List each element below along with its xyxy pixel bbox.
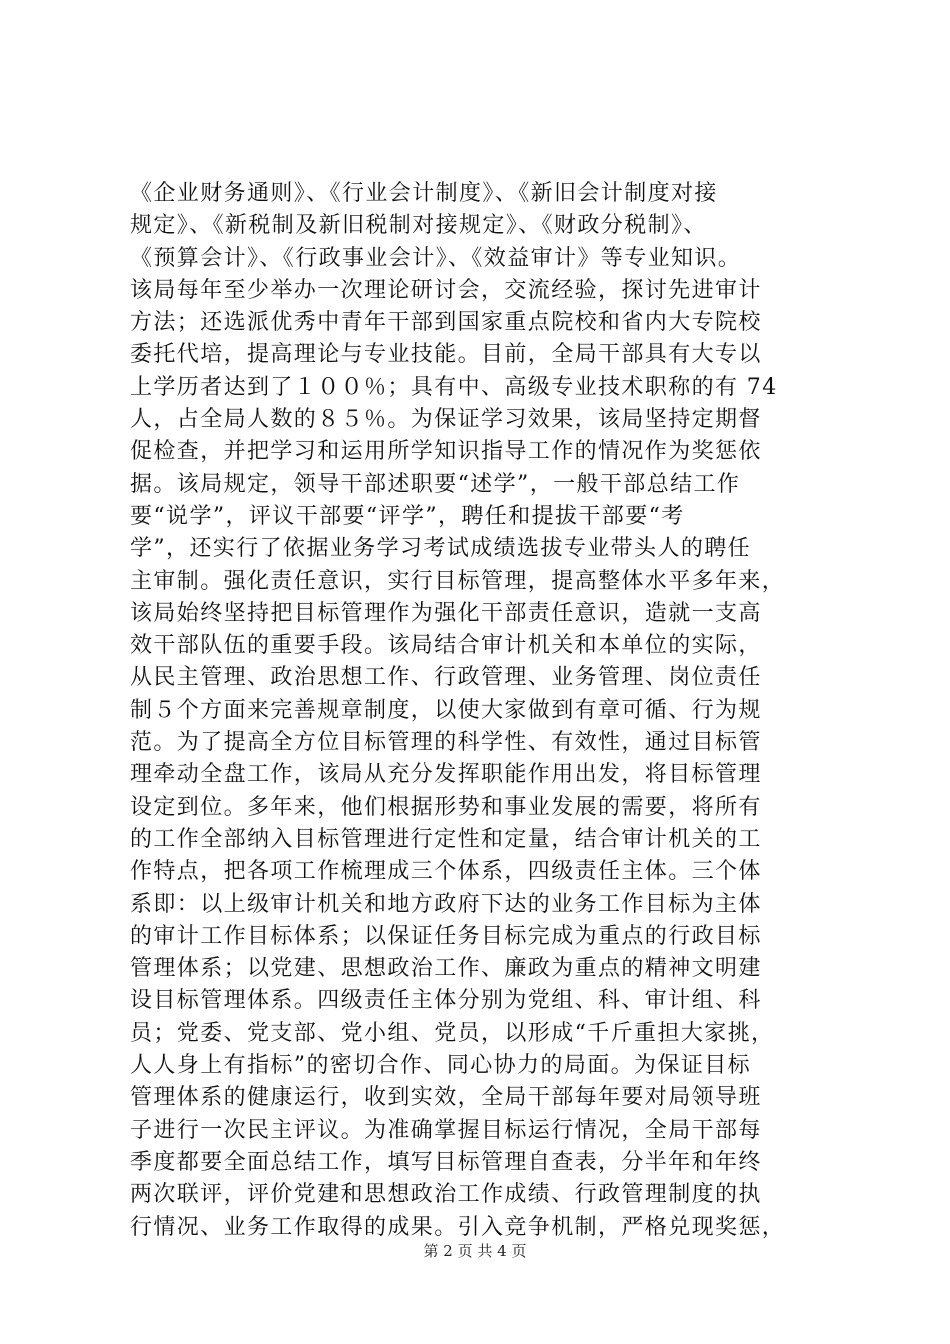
body-text [130, 178, 830, 1244]
text-line: 作特点，把各项工作梳理成三个体系，四级责任主体。三个体 [130, 859, 762, 885]
text-line: 学”，还实行了依据业务学习考试成绩选拔专业带头人的聘任 [130, 536, 752, 562]
text-line: 员；党委、党支部、党小组、党员，以形成“千斤重担大家挑， [130, 1020, 775, 1046]
text-line: 规定》、《新税制及新旧税制对接规定》、《财政分税制》、 [130, 213, 707, 239]
text-line: 《预算会计》、《行政事业会计》、《效益审计》等专业知识。 [130, 245, 742, 271]
text-line: 效干部队伍的重要手段。该局结合审计机关和本单位的实际， [130, 633, 762, 659]
text-line: 管理体系的健康运行，收到实效，全局干部每年要对局领导班 [130, 1085, 762, 1111]
text-line: 两次联评，评价党建和思想政治工作成绩、行政管理制度的执 [130, 1182, 762, 1208]
text-line: 该局始终坚持把目标管理作为强化干部责任意识，造就一支高 [130, 600, 762, 626]
text-line: 上学历者达到了１００％；具有中、高级专业技术职称的有 74 [130, 374, 778, 400]
text-line: 管理体系；以党建、思想政治工作、廉政为重点的精神文明建 [130, 956, 762, 982]
text-line: 设定到位。多年来，他们根据形势和事业发展的需要，将所有 [130, 794, 762, 820]
text-line: 的工作全部纳入目标管理进行定性和定量，结合审计机关的工 [130, 826, 762, 852]
page-footer: 第 2 页 共 4 页 [423, 1242, 527, 1260]
text-line: 理牵动全盘工作，该局从充分发挥职能作用出发，将目标管理 [130, 762, 762, 788]
text-line: 子进行一次民主评议。为准确掌握目标运行情况，全局干部每 [130, 1117, 762, 1143]
text-line: 设目标管理体系。四级责任主体分别为党组、科、审计组、科 [130, 988, 762, 1014]
text-line: 方法；还选派优秀中青年干部到国家重点院校和省内大专院校 [130, 310, 762, 336]
text-line: 系即：以上级审计机关和地方政府下达的业务工作目标为主体 [130, 891, 762, 917]
text-line: 制５个方面来完善规章制度，以使大家做到有章可循、行为规 [130, 697, 762, 723]
text-line: 促检查，并把学习和运用所学知识指导工作的情况作为奖惩依 [130, 439, 762, 465]
text-line: 据。该局规定，领导干部述职要“述学”，一般干部总结工作 [130, 471, 741, 497]
text-line: 人人身上有指标”的密切合作、同心协力的局面。为保证目标 [130, 1053, 752, 1079]
text-line: 该局每年至少举办一次理论研讨会，交流经验，探讨先进审计 [130, 277, 762, 303]
text-line: 《企业财务通则》、《行业会计制度》、《新旧会计制度对接 [130, 181, 718, 206]
text-line: 季度都要全面总结工作，填写目标管理自查表，分半年和年终 [130, 1149, 762, 1175]
text-line: 委托代培，提高理论与专业技能。目前，全局干部具有大专以 [130, 342, 762, 368]
text-line: 要“说学”，评议干部要“评学”，聘任和提拔干部要“考 [130, 503, 685, 529]
text-line: 人，占全局人数的８５％。为保证学习效果，该局坚持定期督 [130, 407, 762, 433]
text-line: 主审制。强化责任意识，实行目标管理，提高整体水平多年来， [130, 568, 786, 594]
text-line: 的审计工作目标体系；以保证任务目标完成为重点的行政目标 [130, 923, 762, 949]
text-line: 行情况、业务工作取得的成果。引入竞争机制，严格兑现奖惩， [130, 1214, 786, 1240]
text-line: 从民主管理、政治思想工作、行政管理、业务管理、岗位责任 [130, 665, 762, 691]
text-line: 范。为了提高全方位目标管理的科学性、有效性，通过目标管 [130, 730, 762, 756]
